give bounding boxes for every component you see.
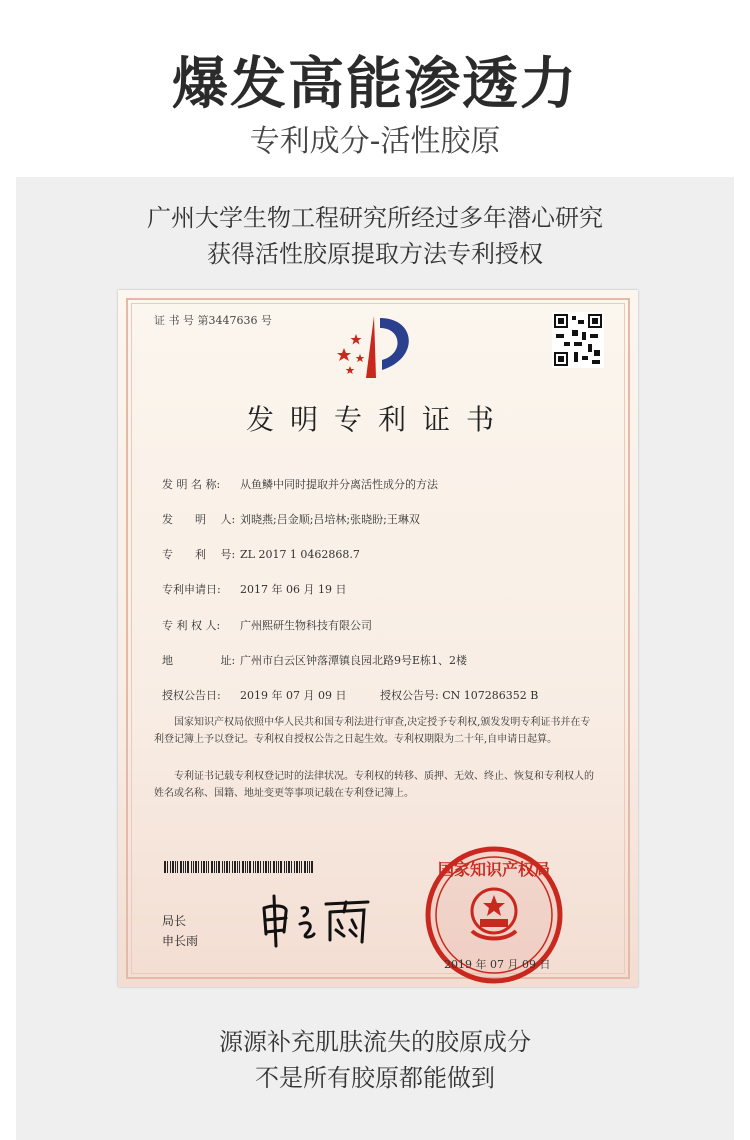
field-inventors xyxy=(162,511,420,527)
field-patentee xyxy=(162,617,372,633)
invention-name-value: 从鱼鳞中同时提取并分离活性成分的方法 xyxy=(240,478,438,491)
address-value: 广州市白云区钟落潭镇良园北路9号E栋1、2楼 xyxy=(240,654,468,667)
address-label: 地 址: xyxy=(162,654,236,667)
seal-date: 2019 年 07 月 09 日 xyxy=(444,958,551,971)
inventors-value: 刘晓燕;吕金顺;吕培林;张晓盼;王琳双 xyxy=(240,513,420,526)
grant-number-label: 授权公告号: xyxy=(380,689,439,702)
director-signature xyxy=(256,890,386,950)
patent-number-value: ZL 2017 1 0462868.7 xyxy=(240,548,360,561)
field-invention-name xyxy=(162,476,438,492)
intro-line-2: 获得活性胶原提取方法专利授权 xyxy=(207,240,543,268)
patentee-value: 广州熙研生物科技有限公司 xyxy=(240,619,372,632)
director-name: 申长雨 xyxy=(162,934,199,948)
filing-date-value: 2017 年 06 月 19 日 xyxy=(240,583,347,596)
closing-line-2: 不是所有胶原都能做到 xyxy=(255,1064,495,1092)
field-grant-number xyxy=(380,687,538,703)
certificate-title: 发明专利证书 xyxy=(245,403,510,436)
patent-number-label: 专 利 号: xyxy=(162,548,236,561)
subheadline: 专利成分-活性胶原 xyxy=(249,124,501,159)
grant-date-value: 2019 年 07 月 09 日 xyxy=(240,689,347,702)
grant-number-value: CN 107286352 B xyxy=(442,689,539,702)
grant-date-label: 授权公告日: xyxy=(162,689,221,702)
field-patent-number xyxy=(162,546,360,562)
patent-certificate xyxy=(118,290,638,987)
qr-code-icon xyxy=(552,312,604,368)
inventors-label: 发 明 人: xyxy=(162,513,236,526)
certificate-number: 证 书 号 第3447636 号 xyxy=(154,314,272,327)
intro-line-1: 广州大学生物工程研究所经过多年潜心研究 xyxy=(147,204,603,232)
seal-text: 国家知识产权局 xyxy=(437,860,551,879)
patentee-label: 专 利 权 人: xyxy=(162,619,221,632)
director-role: 局长 xyxy=(162,914,187,928)
patent-office-emblem xyxy=(330,308,426,382)
filing-date-label: 专利申请日: xyxy=(162,583,221,596)
certificate-paragraph-1: 国家知识产权局依照中华人民共和国专利法进行审查,决定授予专利权,颁发发明专利证书并在专利登记簿上予以登记。专利权自授权公告之日起生效。专利权期限为二十年,自申请日起算。 xyxy=(154,717,591,745)
invention-name-label: 发 明 名 称: xyxy=(162,478,221,491)
barcode-icon xyxy=(164,861,314,873)
field-grant-date xyxy=(162,687,346,703)
closing-text xyxy=(0,1024,750,1096)
intro-text xyxy=(0,200,750,272)
certificate-paragraph-2: 专利证书记载专利权登记时的法律状况。专利权的转移、质押、无效、终止、恢复和专利权人的姓名或名称、国籍、地址变更等事项记载在专利登记簿上。 xyxy=(154,771,594,799)
headline: 爆发高能渗透力 xyxy=(172,52,578,117)
closing-line-1: 源源补充肌肤流失的胶原成分 xyxy=(219,1028,531,1056)
field-filing-date xyxy=(162,581,346,597)
field-address xyxy=(162,652,467,668)
